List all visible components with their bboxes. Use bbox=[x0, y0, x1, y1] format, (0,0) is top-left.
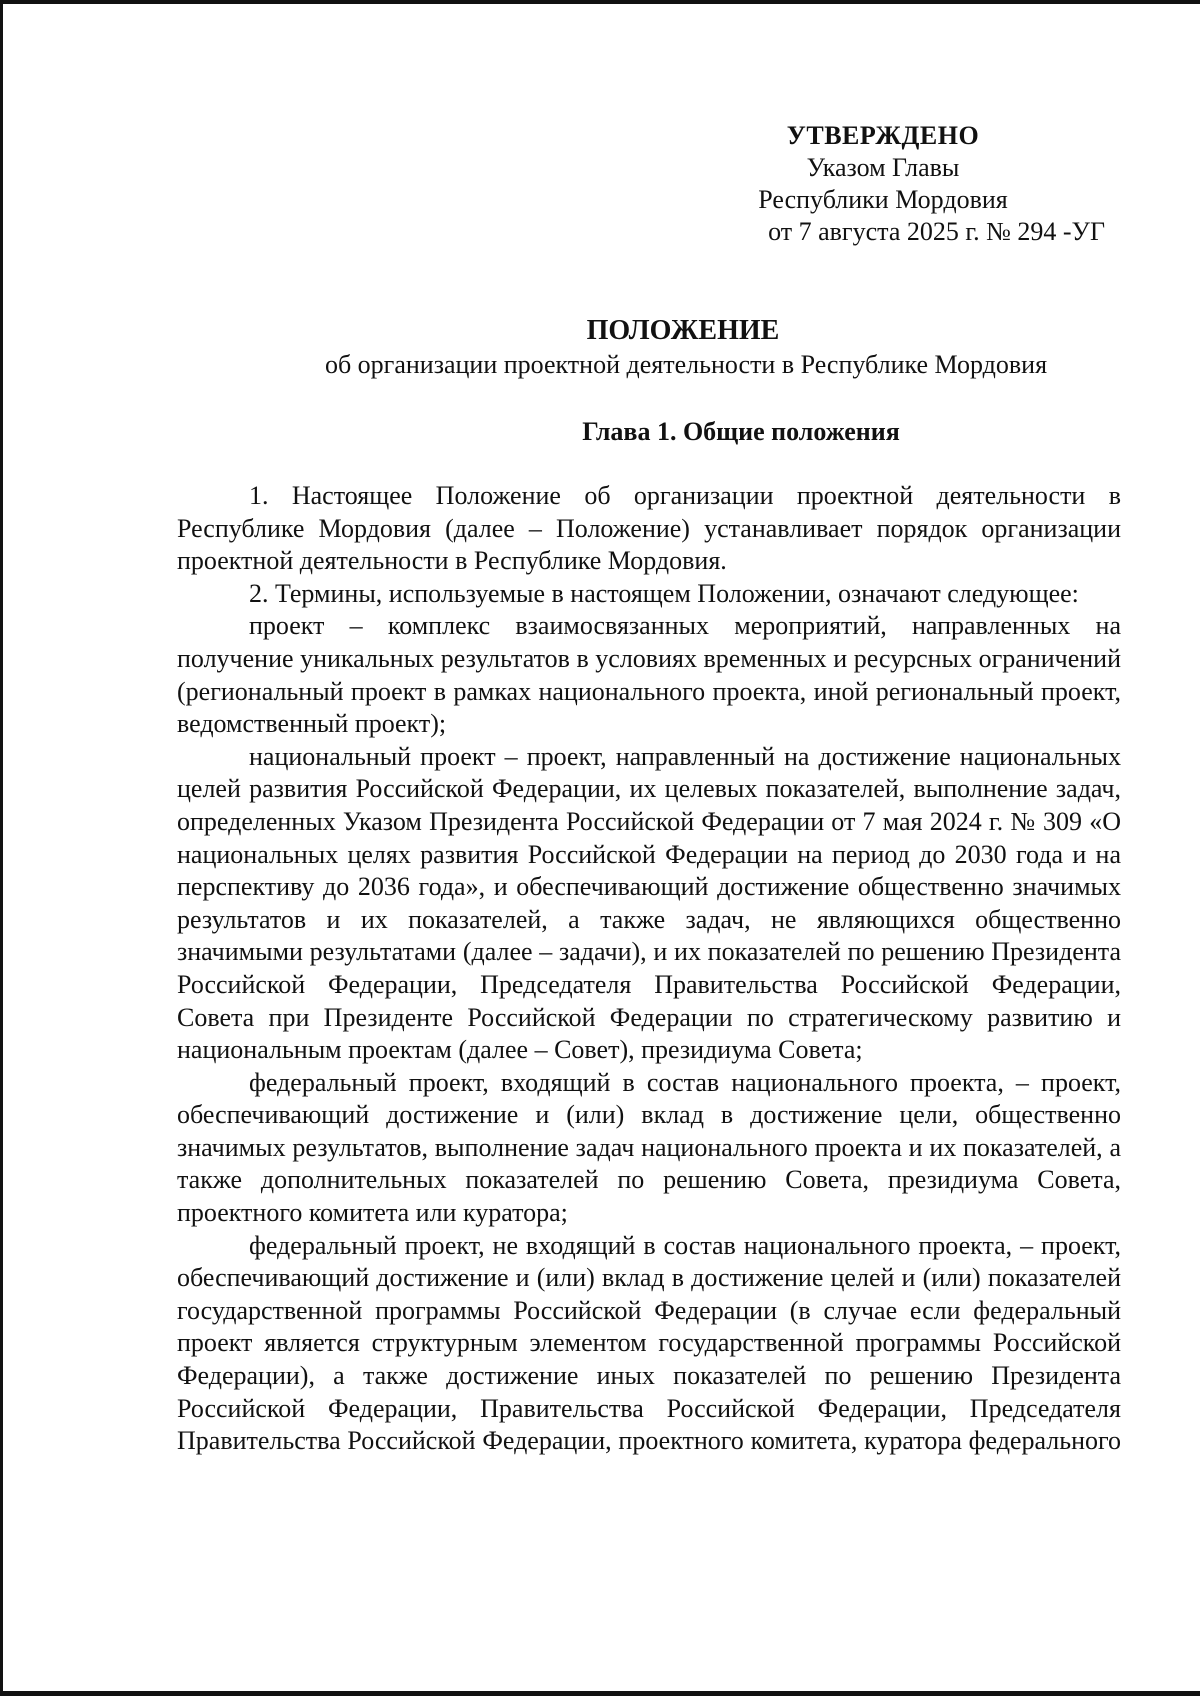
paragraph-2: 2. Термины, используемые в настоящем Положении, означают следующее: bbox=[249, 578, 1079, 608]
paragraph-project-definition: проект – комплекс взаимосвязанных мероприятий, направленных на получение уникальных результатов в условиях временных и ресурсных ограничений (региональный проект в рамках национального проекта, иной региональный проект, ведомственный проект); bbox=[177, 611, 1121, 739]
approval-date-number-line: от 7 августа 2025 г. № 294 -УГ bbox=[768, 217, 1105, 246]
chapter-heading: Глава 1. Общие положения bbox=[582, 417, 900, 446]
paragraph-federal-project-not-in-national: федеральный проект, не входящий в состав национального проекта, – проект, обеспечивающий достижение и (или) вклад в достижение целей и (или) показателей государственной программы Российской Федерации (в случае если федеральный проект является структурным элементом государственной программы Российской Федерации), а также достижение иных показателей по решению Президента Российской Федерации, Правительства Российской Федерации, Председателя Правительства Российской Федерации, проектного комитета, куратора федерального bbox=[177, 1230, 1121, 1456]
approval-issuer-line: Указом Главы bbox=[806, 153, 960, 182]
document-title: ПОЛОЖЕНИЕ bbox=[586, 315, 780, 346]
document-subtitle: об организации проектной деятельности в Республике Мордовия bbox=[324, 350, 1048, 379]
paragraph-national-project-definition: национальный проект – проект, направленный на достижение национальных целей развития Российской Федерации, их целевых показателей, выполнение задач, определенных Указом Президента Российской Федерации от 7 мая 2024 г. № 309 «О национальных целях развития Российской Федерации на период до 2030 года и на перспективу до 2036 года», и обеспечивающий достижение общественно значимых результатов и их показателей, а также задач, не являющихся общественно значимыми результатами (далее – задачи), и их показателей по решению Президента Российской Федерации, Председателя Правительства Российской Федерации, Совета при Президенте Российской Федерации по стратегическому развитию и национальным проектам (далее – Совет), президиума Совета; bbox=[177, 741, 1121, 1065]
paragraph-1: 1. Настоящее Положение об организации проектной деятельности в Республике Мордовия (далее – Положение) устанавливает порядок организации проектной деятельности в Республике Мордовия. bbox=[177, 481, 1121, 576]
document-body bbox=[177, 480, 1121, 1458]
paragraph-federal-project-in-national: федеральный проект, входящий в состав национального проекта, – проект, обеспечивающий достижение и (или) вклад в достижение цели, общественно значимых результатов, выполнение задач национального проекта и их показателей, а также дополнительных показателей по решению Совета, президиума Совета, проектного комитета или куратора; bbox=[177, 1067, 1121, 1228]
approval-stamp-block bbox=[643, 120, 1123, 248]
approval-region-line: Республики Мордовия bbox=[758, 185, 1008, 214]
approved-heading: УТВЕРЖДЕНО bbox=[786, 121, 980, 150]
